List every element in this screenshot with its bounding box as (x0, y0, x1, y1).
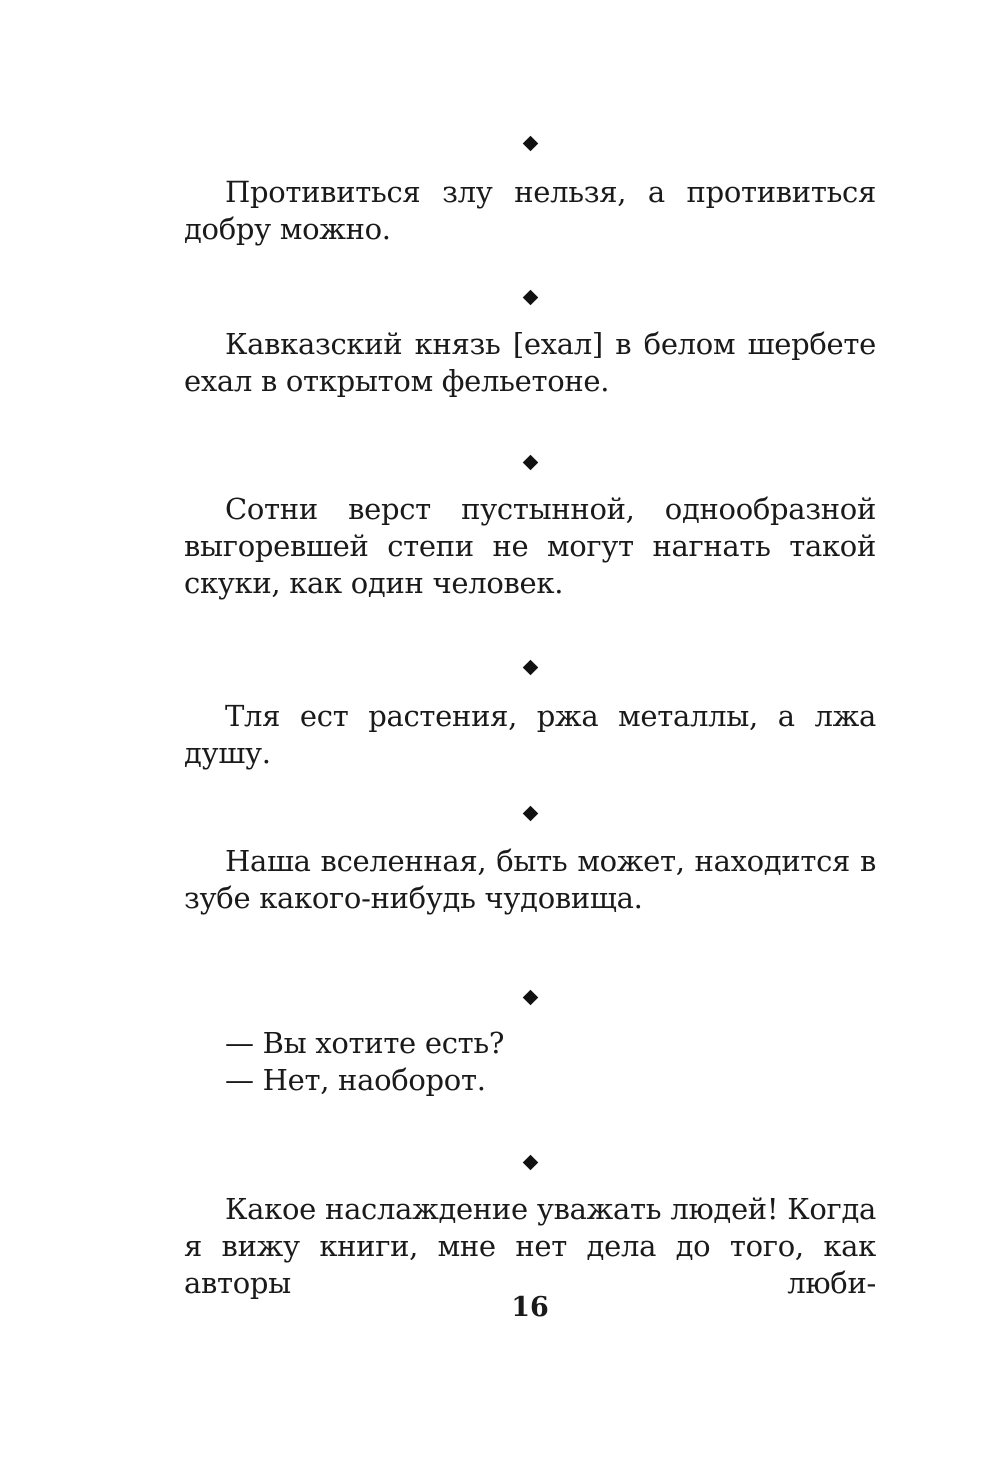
aphorism-paragraph: Противиться злу нельзя, а противиться добру можно. (184, 175, 876, 246)
separator-diamond-icon (184, 656, 876, 676)
separator-diamond-icon (184, 1151, 876, 1171)
aphorism-paragraph: Наша вселенная, быть может, находится в зубе какого-нибудь чудовища. (184, 844, 876, 915)
dialog-line: — Вы хотите есть? (225, 1026, 505, 1060)
page-number: 16 (511, 1292, 549, 1323)
aphorism-paragraph: Тля ест растения, ржа металлы, а лжа душу. (184, 699, 876, 770)
aphorism-paragraph: Кавказский князь [ехал] в белом шербете ехал в открытом фельетоне. (184, 327, 876, 398)
aphorism-paragraph: Какое наслаждение уважать людей! Когда я вижу книги, мне нет дела до того, как авторы люби- (184, 1192, 876, 1300)
book-page (184, 0, 876, 1457)
separator-diamond-icon (184, 286, 876, 306)
separator-diamond-icon (184, 802, 876, 822)
dialog-line: — Нет, наоборот. (225, 1063, 486, 1097)
separator-diamond-icon (184, 451, 876, 471)
separator-diamond-icon (184, 986, 876, 1006)
separator-diamond-icon (184, 132, 876, 152)
aphorism-paragraph: Сотни верст пустынной, однообразной выгоревшей степи не могут нагнать такой скуки, как один человек. (184, 492, 876, 600)
